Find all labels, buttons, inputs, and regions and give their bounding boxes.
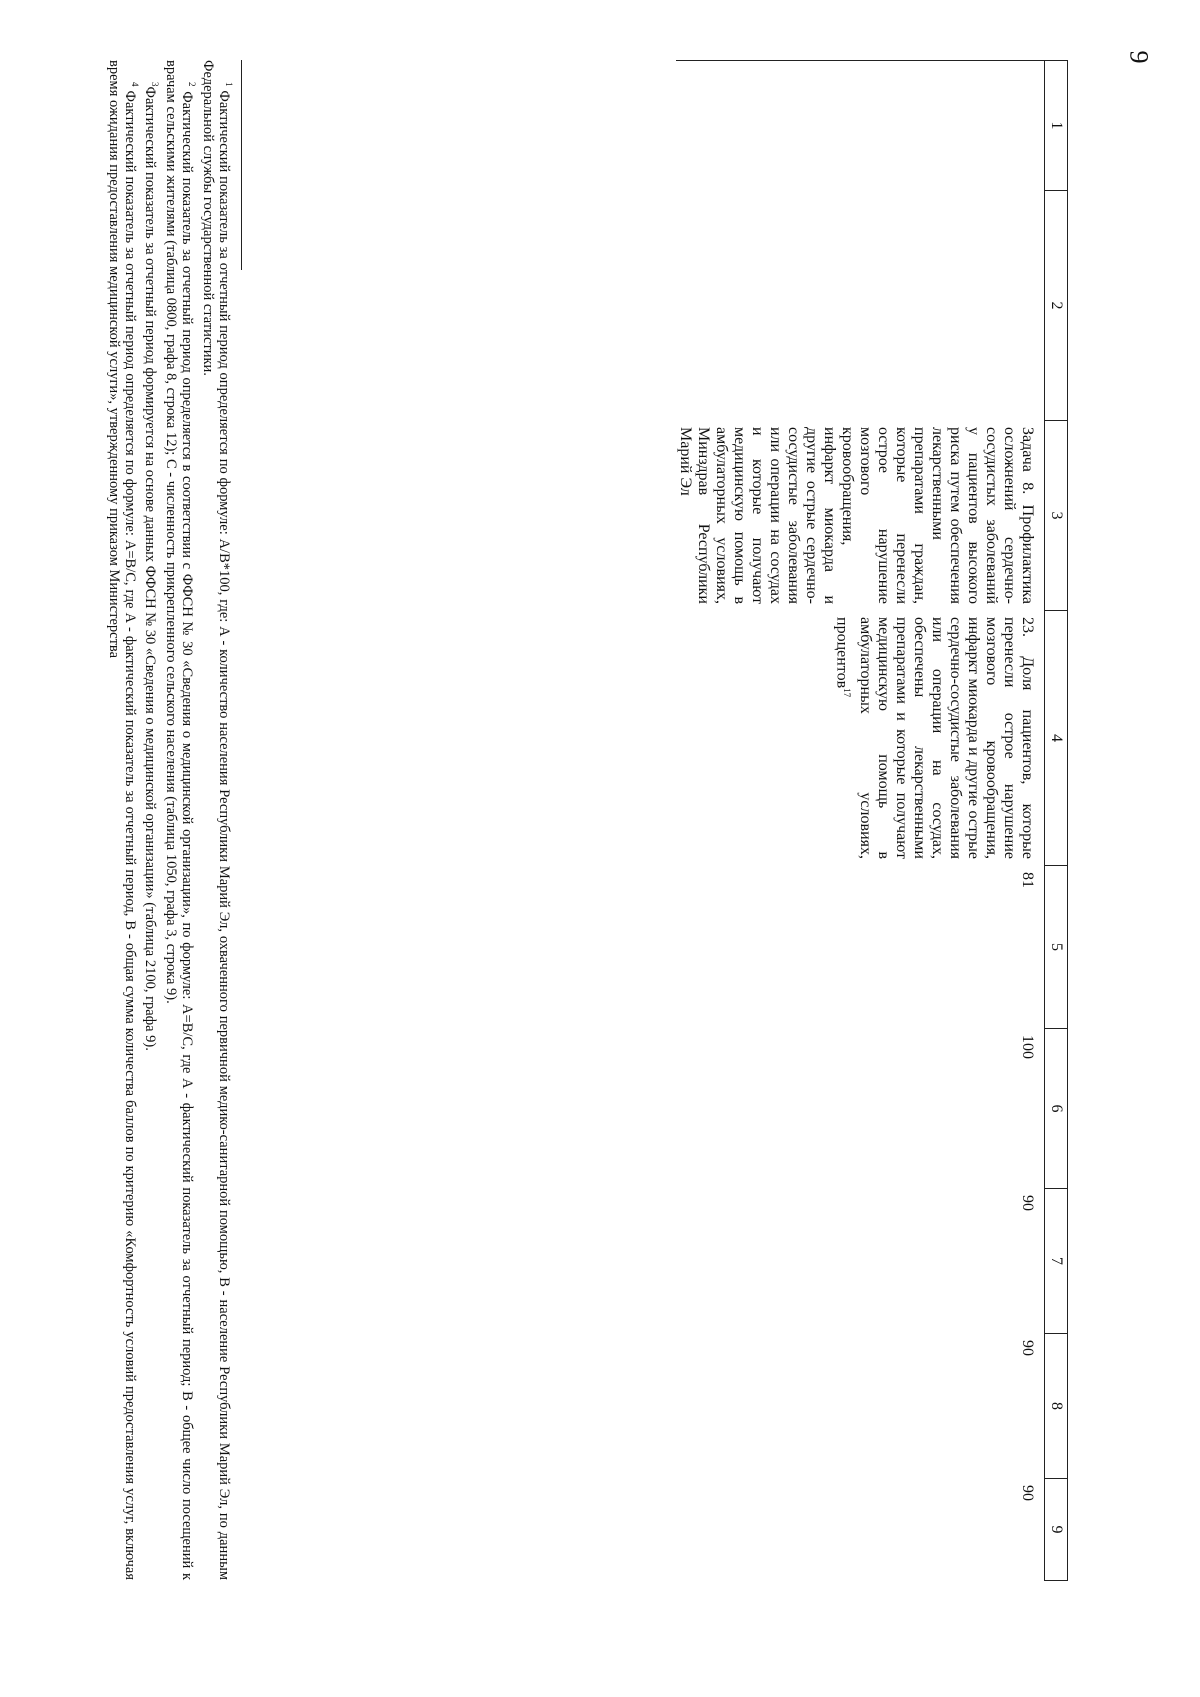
footnote-1 — [200, 60, 237, 1580]
cell-value-col5: 81 — [1019, 872, 1036, 888]
cell-value-col7: 90 — [1019, 1195, 1036, 1211]
column-header-9: 9 — [1045, 1479, 1068, 1581]
indicator-table — [676, 60, 1068, 1581]
footnote-mark: 4 — [129, 82, 140, 87]
cell-value-col9: 90 — [1019, 1485, 1036, 1501]
landscape-sheet — [105, 30, 1110, 1610]
footnote-text: Фактический показатель за отчетный период определяется по формуле: А/В*100, где: А - количество населения Республики Марий Эл, охваченного первичной медико-санитарной помощью, В - население Республики Марий Эл, по данным Федеральной службы государственной статистики. — [200, 60, 233, 1580]
footnote-text: Фактический показатель за отчетный период определяется по формуле: А=В/С, где А - фактический показатель за отчетный период, В - общая сумма количества баллов по критерию «Комфортность условий предоставления услуг, включая время ожидания предоставления медицинской услуги», утвержденному приказом Министерства — [105, 60, 138, 1581]
cell-task-description: Задача 8. Профилактика осложнений сердечно-сосудистых заболеваний у пациентов высокого риска путем обеспечения лекарственными препаратами граждан, которые перенесли острое нарушение мозгового кровообращения, инфаркт миокарда и другие острые сердечно-сосудистые заболевания или операции на сосудах и которые получают медицинскую помощь в амбулаторных условиях, Минздрав Республики Марий Эл — [677, 427, 1036, 604]
column-header-7: 7 — [1045, 1189, 1068, 1334]
footnote-mark: 2 — [187, 82, 198, 87]
cell-col2 — [676, 191, 1045, 421]
table-row — [676, 61, 1045, 1581]
cell-value-col8: 90 — [1019, 1340, 1036, 1356]
page-number: 9 — [1124, 50, 1154, 64]
footnote-ref: 17 — [842, 688, 852, 698]
footnote-4 — [106, 60, 143, 1580]
footnote-mark: 3 — [150, 82, 161, 87]
column-header-3: 3 — [1045, 421, 1068, 611]
column-header-6: 6 — [1045, 1029, 1068, 1189]
footnote-text: Фактический показатель за отчетный период формируется на основе данных ФФСН № 30 «Сведения о медицинской организации» (таблица 2100, графа 9). — [142, 86, 159, 1051]
rotated-page-content — [105, 30, 1110, 1610]
column-header-5: 5 — [1045, 866, 1068, 1029]
column-header-4: 4 — [1045, 611, 1068, 866]
footnote-3 — [143, 60, 164, 1580]
footnote-mark: 1 — [224, 82, 234, 87]
column-header-2: 2 — [1045, 191, 1068, 421]
footnote-separator — [241, 60, 242, 270]
footnotes — [106, 60, 237, 1580]
cell-col1 — [676, 61, 1045, 191]
column-header-1: 1 — [1045, 61, 1068, 191]
cell-value-col6: 100 — [1019, 1035, 1036, 1059]
table-header-row — [1045, 61, 1068, 1581]
footnote-text: Фактический показатель за отчетный период определяется в соответствии с ФФСН № 30 «Сведения о медицинской организации», по формуле: А=В/С, где А - фактический показатель за отчетный период; В - общее число посещений к врачам сельскими жителями (таблица 0800, графа 8, строка 12); С - численность прикрепленного сельского населения (таблица 1050, графа 3, строка 9). — [163, 60, 196, 1580]
indicator-text: 23. Доля пациентов, которые перенесли острое нарушение мозгового кровообращения, инфаркт миокарда и другие острые сердечно-сосудистые заболевания или операции на сосудах, обеспечены лекарственными препаратами и которые получают медицинскую помощь в амбулаторных условиях, процентов — [833, 617, 1036, 859]
footnote-2 — [163, 60, 200, 1580]
column-header-8: 8 — [1045, 1334, 1068, 1479]
cell-indicator-name — [676, 611, 1045, 866]
